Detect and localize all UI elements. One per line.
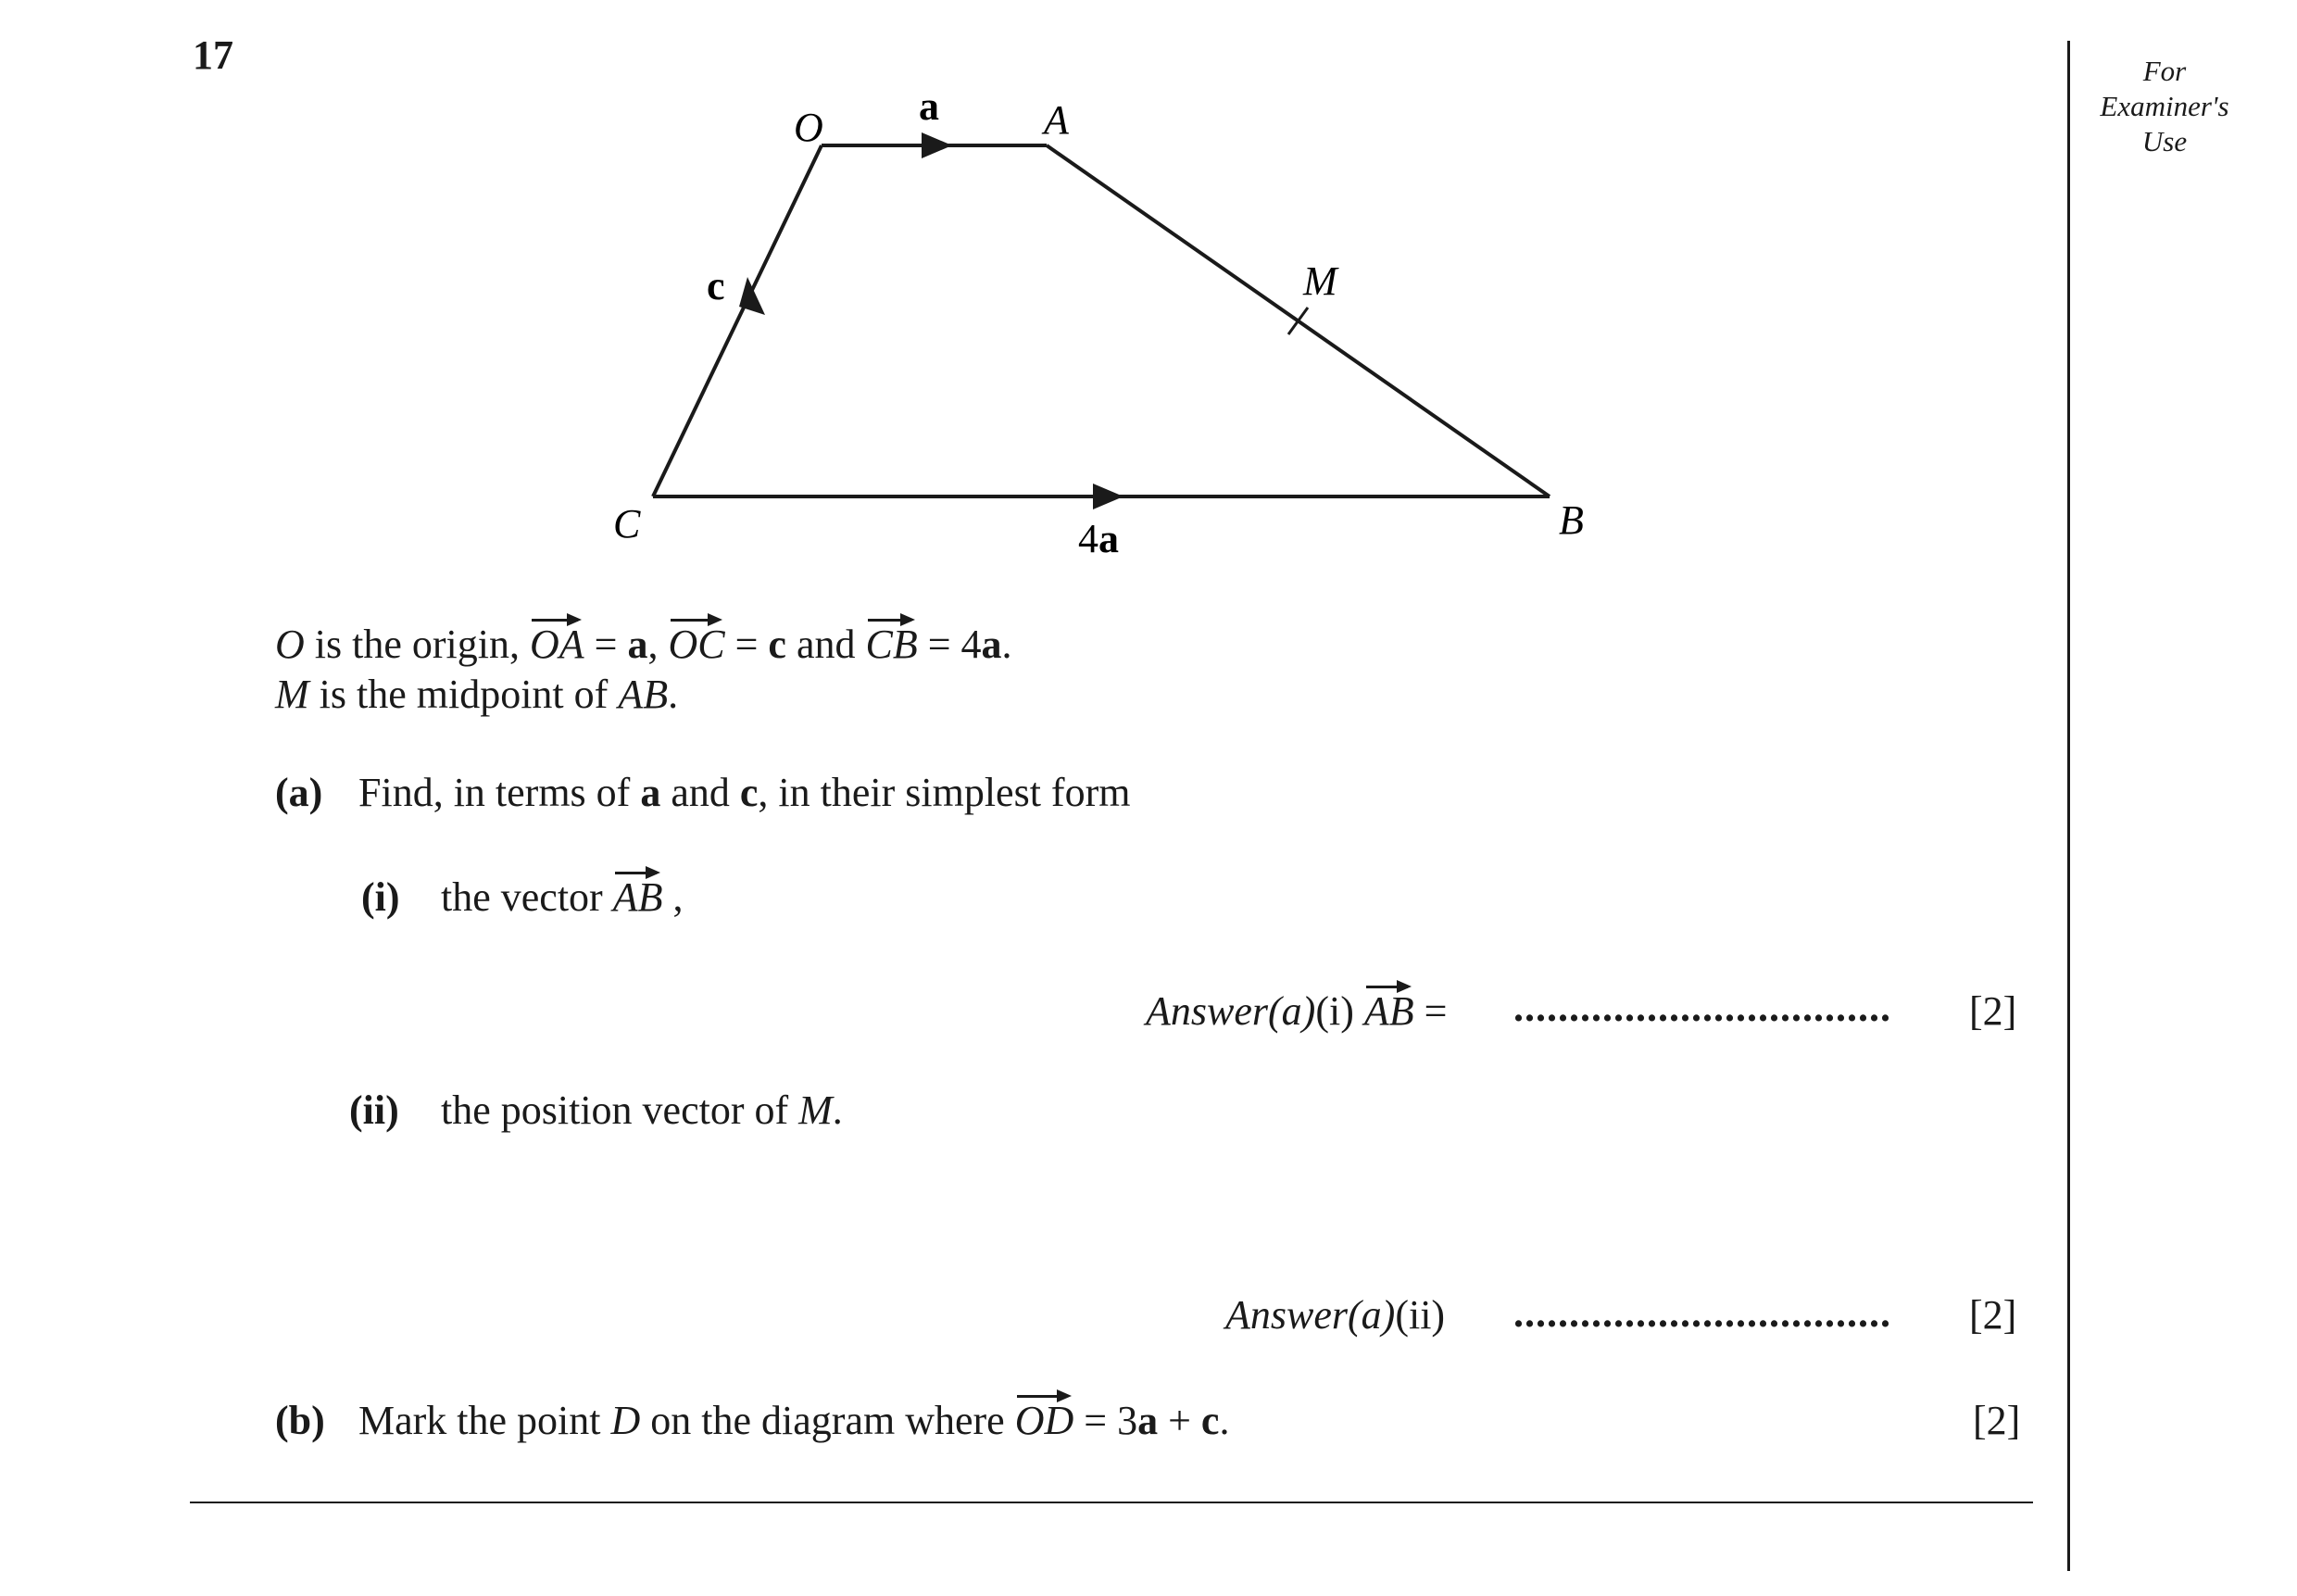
- marks-a-i: [2]: [1969, 988, 2017, 1034]
- section-divider: [190, 1502, 2033, 1503]
- edge-oc: [653, 145, 822, 496]
- trapezium-diagram: [0, 0, 2297, 648]
- arrow-oa-icon: [922, 132, 952, 158]
- answer-a-ii-field[interactable]: ..................................: [1513, 1290, 1891, 1336]
- label-b: B: [1559, 497, 1584, 543]
- marks-b: [2]: [1973, 1398, 2021, 1443]
- part-b-label: (b): [275, 1398, 325, 1443]
- statement-line-1: O is the origin, OA = a, OC = c and CB = 4a.: [275, 622, 1012, 667]
- part-b-prompt: Mark the point D on the diagram where OD = 3a + c.: [358, 1398, 1230, 1443]
- label-a-vector: a: [919, 83, 939, 129]
- vector-cb: CB: [865, 622, 918, 667]
- arrow-cb-icon: [1093, 484, 1123, 509]
- label-m: M: [1303, 258, 1337, 304]
- examiner-line-2: Examiner's: [2100, 90, 2229, 122]
- answer-a-i-field[interactable]: ..................................: [1513, 985, 1891, 1030]
- part-a-i-label: (i): [361, 874, 400, 920]
- vector-od: OD: [1014, 1398, 1074, 1443]
- answer-a-ii-label: Answer(a)(ii): [1225, 1292, 1446, 1338]
- examiner-line-1: For: [2142, 55, 2187, 87]
- part-a-ii-prompt: the position vector of M.: [441, 1087, 843, 1133]
- part-a-i-prompt: the vector AB ,: [441, 874, 684, 920]
- marks-a-ii: [2]: [1969, 1292, 2017, 1338]
- statement-line-2: M is the midpoint of AB.: [275, 672, 679, 717]
- part-a-ii-label: (ii): [349, 1087, 399, 1133]
- part-a-label: (a): [275, 770, 323, 815]
- label-4a: 4a: [1078, 516, 1119, 561]
- question-number: 17: [193, 32, 233, 78]
- part-a-prompt: Find, in terms of a and c, in their simplest form: [358, 770, 1131, 815]
- vector-oa: OA: [529, 622, 584, 667]
- label-c-vector: c: [707, 263, 725, 308]
- vector-oc: OC: [668, 622, 725, 667]
- answer-a-i-label: Answer(a)(i) AB =: [1146, 988, 1448, 1034]
- examiner-line-3: Use: [2141, 125, 2188, 157]
- label-o: O: [794, 105, 823, 150]
- label-c: C: [613, 501, 641, 547]
- label-a: A: [1044, 97, 1069, 143]
- vector-ab: AB: [612, 874, 663, 920]
- midpoint-tick: [1288, 308, 1308, 334]
